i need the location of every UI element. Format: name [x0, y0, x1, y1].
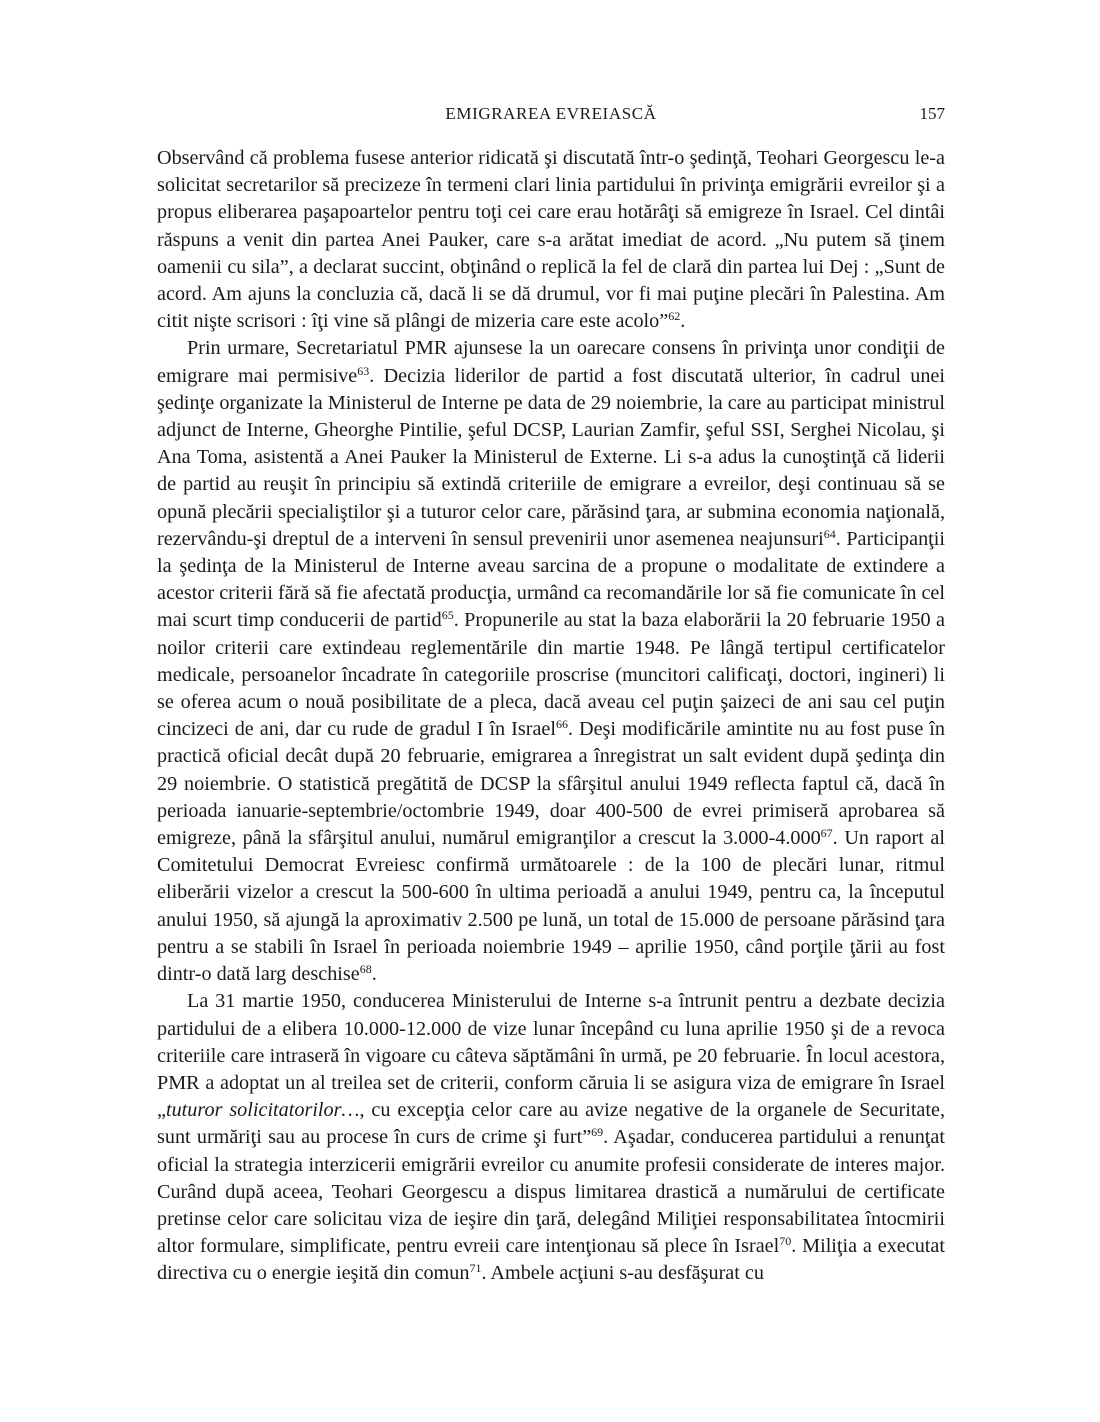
text-run: Observând că problema fusese anterior ridicată şi discutată într-o şedinţă, Teohari Georgescu le-a solicitat secretarilor să precizeze în termeni clari linia partidului în privinţa emigrării evreilor şi a propus eliberarea paşapoartelor pentru toţi cei care erau hotărâţi să emigreze în Israel. Cel dintâi răspuns a venit din partea Anei Pauker, care s-a arătat imediat de acord. „Nu putem să ţinem oamenii cu sila”, a declarat succint, obţinând o replică la fel de clară din partea lui Dej : „Sunt de acord. Am ajuns la concluzia că, dacă li se dă drumul, vor fi mai puţine plecări în Palestina. Am citit nişte scrisori : îţi vine să plângi de mizeria care este acolo”: [157, 147, 945, 333]
footnote-ref-71: 71: [469, 1261, 482, 1276]
italic-quote: tuturor solicitatorilor…: [165, 1099, 360, 1122]
text-run: . Un raport al Comitetului Democrat Evreiesc confirmă următoarele : de la 100 de plecări lunar, ritmul eliberării vizelor a crescut la 500-600 în ultima perioadă a anului 1949, pentru ca, la începutul anului 1950, să ajungă la aproximativ 2.500 pe lună, un total de 15.000 de persoane părăsind ţara pentru a se stabili în Israel în perioada noiembrie 1949 – aprilie 1950, când porţile ţării au fost dintr-o dată larg deschise: [157, 827, 945, 986]
footnote-ref-68: 68: [359, 962, 372, 977]
text-run: .: [371, 963, 377, 986]
text-run: . Deşi modificările amintite nu au fost puse în practică oficial decât după 20 februarie, emigrarea a înregistrat un salt evident după şedinţa din 29 noiembrie. O statistică pregătită de DCSP la sfârşitul anului 1949 reflecta faptul că, dacă în perioada ianuarie-septembrie/octombrie 1949, doar 400-500 de evrei primiseră aprobarea să emigreze, până la sfârşitul anului, numărul emigranţilor a crescut la 3.000-4.000: [157, 718, 945, 850]
footnote-ref-67: 67: [820, 826, 833, 841]
footnote-ref-62: 62: [668, 309, 681, 324]
text-run: . Propunerile au stat la baza elaborării la 20 februarie 1950 a noilor criterii care extindeau reglementările din martie 1948. Pe lângă tertipul certificatelor medicale, persoanelor încadrate în categoriile proscrise (muncitori calificaţi, doctori, ingineri) li se oferea acum o nouă posibilitate de a pleca, dacă aveau cel puţin şaizeci de ani sau cel puţin cincizeci de ani, dar cu rude de gradul I în Israel: [157, 609, 945, 741]
text-run: . Aşadar, conducerea partidului a renunţat oficial la strategia interzicerii emigrării evreilor cu anumite profesii considerate de interes major. Curând după aceea, Teohari Georgescu a dispus limitarea drastică a numărului de certificate pretinse celor care solicitau viza de ieşire din ţară, delegând Miliţiei responsabilitatea întocmirii altor formulare, simplificate, pentru evreii care intenţionau să plece în Israel: [157, 1126, 945, 1258]
body-text: [157, 145, 945, 1288]
paragraph-3: [157, 988, 945, 1287]
paragraph-1: [157, 145, 945, 335]
footnote-ref-63: 63: [357, 363, 370, 378]
page-number: 157: [919, 104, 945, 123]
text-run: . Ambele acţiuni s-au desfăşurat cu: [481, 1262, 764, 1285]
running-head: EMIGRAREA EVREIASCĂ: [445, 104, 657, 123]
footnote-ref-69: 69: [591, 1125, 604, 1140]
text-run: . Participanţii la şedinţa de la Ministerul de Interne aveau sarcina de a propune o modalitate de extindere a acestor criterii fără să fie afectată producţia, urmând ca recomandările lor să fie comunicate în cel mai scurt timp conducerii de partid: [157, 527, 946, 632]
footnote-ref-64: 64: [823, 526, 836, 541]
text-run: , cu excepţia celor care au avize negative de la organele de Securitate, sunt urmăriţi sau au procese în curs de crime şi furt”: [157, 1099, 945, 1149]
footnote-ref-65: 65: [441, 608, 454, 623]
footnote-ref-70: 70: [779, 1234, 792, 1249]
page-header: [157, 104, 945, 128]
text-run: . Miliţia a executat directiva cu o energie ieşită din comun: [157, 1235, 945, 1285]
text-run: .: [680, 310, 686, 333]
paragraph-2: [157, 335, 945, 988]
text-run: Prin urmare, Secretariatul PMR ajunsese la un oarecare consens în privinţa unor condiţii de emigrare mai permisive: [157, 337, 945, 387]
footnote-ref-66: 66: [555, 717, 568, 732]
text-run: La 31 martie 1950, conducerea Ministerului de Interne s-a întrunit pentru a dezbate decizia partidului de a elibera 10.000-12.000 de vize lunar începând cu luna aprilie 1950 şi de a revoca criteriile care intraseră în vigoare cu câteva săptămâni în urmă, pe 20 februarie. În locul acestora, PMR a adoptat un al treilea set de criterii, conform căruia li se asigura viza de emigrare în Israel „: [157, 990, 945, 1122]
text-run: . Decizia liderilor de partid a fost discutată ulterior, în cadrul unei şedinţe organizate la Ministerul de Interne pe data de 29 noiembrie, la care au participat ministrul adjunct de Interne, Gheorghe Pintilie, şeful DCSP, Laurian Zamfir, şeful SSI, Serghei Nicolau, şi Ana Toma, asistentă a Anei Pauker la Ministerul de Externe. Li s-a adus la cunoştinţă că liderii de partid au reuşit în principiu să extindă criteriile de emigrare a evreilor, deşi continuau să se opună plecării specialiştilor şi a tuturor celor care, părăsind ţara, ar submina economia naţională, rezervându-şi dreptul de a interveni în sensul prevenirii unor asemenea neajunsuri: [157, 364, 946, 550]
